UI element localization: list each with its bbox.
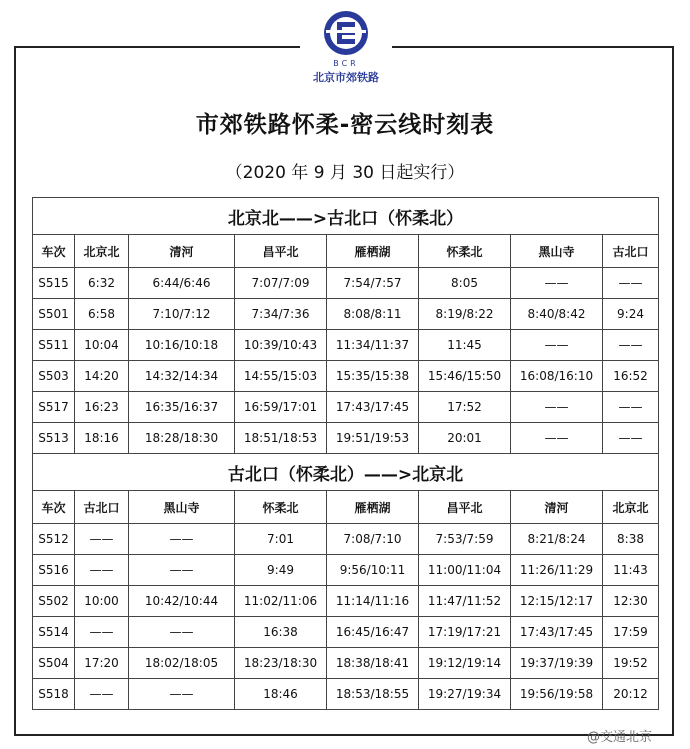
time-cell: 16:45/16:47 <box>327 617 419 648</box>
table-row <box>33 299 659 330</box>
time-cell: 9:49 <box>235 555 327 586</box>
time-cell: 7:34/7:36 <box>235 299 327 330</box>
column-header: 雁栖湖 <box>327 235 419 268</box>
time-cell: 17:59 <box>603 617 659 648</box>
time-cell: —— <box>75 679 129 710</box>
time-cell: 11:34/11:37 <box>327 330 419 361</box>
column-header: 古北口 <box>603 235 659 268</box>
train-number-cell: S514 <box>33 617 75 648</box>
time-cell: 19:56/19:58 <box>511 679 603 710</box>
column-header: 清河 <box>129 235 235 268</box>
time-cell: 20:12 <box>603 679 659 710</box>
section-heading: 古北口（怀柔北）——>北京北 <box>33 454 659 491</box>
logo-name: 北京市郊铁路 <box>313 71 379 84</box>
table-row <box>33 617 659 648</box>
time-cell: 12:15/12:17 <box>511 586 603 617</box>
train-number-cell: S504 <box>33 648 75 679</box>
logo-letters: BCR <box>333 59 359 68</box>
column-header: 车次 <box>33 235 75 268</box>
column-header: 黑山寺 <box>129 491 235 524</box>
time-cell: 15:35/15:38 <box>327 361 419 392</box>
time-cell: 18:28/18:30 <box>129 423 235 454</box>
time-cell: 18:53/18:55 <box>327 679 419 710</box>
table-row <box>33 423 659 454</box>
time-cell: —— <box>75 524 129 555</box>
time-cell: —— <box>511 268 603 299</box>
time-cell: 17:43/17:45 <box>511 617 603 648</box>
time-cell: 12:30 <box>603 586 659 617</box>
time-cell: 9:56/10:11 <box>327 555 419 586</box>
time-cell: —— <box>511 423 603 454</box>
time-cell: 11:47/11:52 <box>419 586 511 617</box>
time-cell: 14:55/15:03 <box>235 361 327 392</box>
watermark: @交通北京 <box>586 730 652 745</box>
table-row <box>33 361 659 392</box>
time-cell: 17:20 <box>75 648 129 679</box>
column-header: 北京北 <box>75 235 129 268</box>
page-subtitle: （2020 年 9 月 30 日起实行） <box>225 163 465 183</box>
section-heading: 北京北——>古北口（怀柔北） <box>33 198 659 235</box>
time-cell: 19:37/19:39 <box>511 648 603 679</box>
time-cell: 14:32/14:34 <box>129 361 235 392</box>
train-number-cell: S517 <box>33 392 75 423</box>
table-row <box>33 392 659 423</box>
time-cell: 19:51/19:53 <box>327 423 419 454</box>
time-cell: 16:59/17:01 <box>235 392 327 423</box>
time-cell: 8:08/8:11 <box>327 299 419 330</box>
time-cell: 16:52 <box>603 361 659 392</box>
time-cell: 10:39/10:43 <box>235 330 327 361</box>
time-cell: —— <box>75 555 129 586</box>
time-cell: 18:51/18:53 <box>235 423 327 454</box>
time-cell: 10:42/10:44 <box>129 586 235 617</box>
table-row <box>33 524 659 555</box>
time-cell: 16:23 <box>75 392 129 423</box>
time-cell: —— <box>603 330 659 361</box>
train-number-cell: S516 <box>33 555 75 586</box>
time-cell: 8:21/8:24 <box>511 524 603 555</box>
time-cell: 15:46/15:50 <box>419 361 511 392</box>
time-cell: 6:32 <box>75 268 129 299</box>
table-row <box>33 268 659 299</box>
column-header: 昌平北 <box>235 235 327 268</box>
time-cell: 10:04 <box>75 330 129 361</box>
time-cell: 16:08/16:10 <box>511 361 603 392</box>
time-cell: 6:44/6:46 <box>129 268 235 299</box>
time-cell: 11:02/11:06 <box>235 586 327 617</box>
time-cell: 19:12/19:14 <box>419 648 511 679</box>
column-header: 车次 <box>33 491 75 524</box>
column-header: 清河 <box>511 491 603 524</box>
time-cell: —— <box>129 617 235 648</box>
time-cell: 7:53/7:59 <box>419 524 511 555</box>
table-row <box>33 679 659 710</box>
time-cell: 18:23/18:30 <box>235 648 327 679</box>
train-number-cell: S515 <box>33 268 75 299</box>
column-header: 古北口 <box>75 491 129 524</box>
time-cell: 8:38 <box>603 524 659 555</box>
time-cell: 16:38 <box>235 617 327 648</box>
time-cell: 11:43 <box>603 555 659 586</box>
train-number-cell: S501 <box>33 299 75 330</box>
time-cell: 11:26/11:29 <box>511 555 603 586</box>
train-number-cell: S503 <box>33 361 75 392</box>
section-heading-row <box>33 198 659 235</box>
time-cell: 9:24 <box>603 299 659 330</box>
table-row <box>33 648 659 679</box>
time-cell: 17:52 <box>419 392 511 423</box>
train-number-cell: S511 <box>33 330 75 361</box>
time-cell: 20:01 <box>419 423 511 454</box>
timetable <box>32 197 659 710</box>
time-cell: 10:00 <box>75 586 129 617</box>
column-header: 怀柔北 <box>419 235 511 268</box>
time-cell: —— <box>511 330 603 361</box>
time-cell: 11:14/11:16 <box>327 586 419 617</box>
train-number-cell: S502 <box>33 586 75 617</box>
time-cell: 11:00/11:04 <box>419 555 511 586</box>
column-header: 怀柔北 <box>235 491 327 524</box>
time-cell: 19:27/19:34 <box>419 679 511 710</box>
page-title: 市郊铁路怀柔-密云线时刻表 <box>195 112 495 138</box>
table-row <box>33 586 659 617</box>
table-row <box>33 330 659 361</box>
time-cell: 7:07/7:09 <box>235 268 327 299</box>
time-cell: 17:43/17:45 <box>327 392 419 423</box>
time-cell: 19:52 <box>603 648 659 679</box>
time-cell: —— <box>129 679 235 710</box>
time-cell: 10:16/10:18 <box>129 330 235 361</box>
time-cell: —— <box>603 423 659 454</box>
time-cell: 8:05 <box>419 268 511 299</box>
time-cell: —— <box>511 392 603 423</box>
time-cell: 18:02/18:05 <box>129 648 235 679</box>
column-header: 北京北 <box>603 491 659 524</box>
time-cell: 14:20 <box>75 361 129 392</box>
time-cell: —— <box>75 617 129 648</box>
column-header: 昌平北 <box>419 491 511 524</box>
time-cell: 18:16 <box>75 423 129 454</box>
column-header-row <box>33 491 659 524</box>
time-cell: 8:40/8:42 <box>511 299 603 330</box>
time-cell: 7:10/7:12 <box>129 299 235 330</box>
time-cell: —— <box>603 268 659 299</box>
train-number-cell: S512 <box>33 524 75 555</box>
time-cell: 11:45 <box>419 330 511 361</box>
bcr-logo <box>300 8 392 94</box>
train-number-cell: S513 <box>33 423 75 454</box>
time-cell: 7:08/7:10 <box>327 524 419 555</box>
time-cell: 7:01 <box>235 524 327 555</box>
column-header: 黑山寺 <box>511 235 603 268</box>
time-cell: —— <box>129 555 235 586</box>
time-cell: 8:19/8:22 <box>419 299 511 330</box>
time-cell: 6:58 <box>75 299 129 330</box>
time-cell: 7:54/7:57 <box>327 268 419 299</box>
time-cell: 16:35/16:37 <box>129 392 235 423</box>
table-row <box>33 555 659 586</box>
time-cell: —— <box>603 392 659 423</box>
train-number-cell: S518 <box>33 679 75 710</box>
column-header-row <box>33 235 659 268</box>
bcr-logo-icon <box>320 8 372 58</box>
section-heading-row <box>33 454 659 491</box>
time-cell: 17:19/17:21 <box>419 617 511 648</box>
time-cell: 18:38/18:41 <box>327 648 419 679</box>
time-cell: —— <box>129 524 235 555</box>
column-header: 雁栖湖 <box>327 491 419 524</box>
time-cell: 18:46 <box>235 679 327 710</box>
